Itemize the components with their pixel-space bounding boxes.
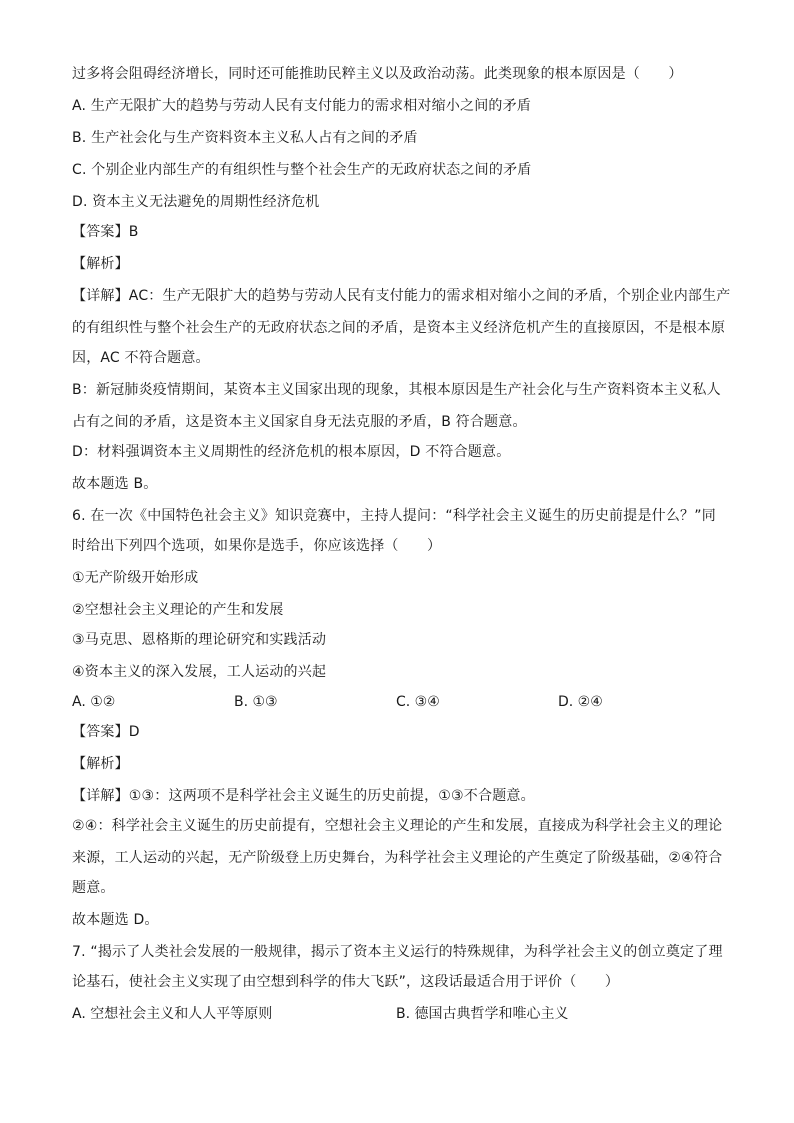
- q6-detail-line-3: 来源，工人运动的兴起，无产阶级登上历史舞台，为科学社会主义理论的产生奠定了阶级基础，②④符合: [72, 850, 723, 866]
- q6-stem-line-2: 时给出下列四个选项，如果你是选手，你应该选择（ ）: [72, 538, 442, 554]
- q7-choice-b: B. 德国古典哲学和唯心主义: [396, 1006, 569, 1022]
- q6-choice-a: A. ①②: [72, 694, 116, 710]
- q6-choice-b: B. ①③: [234, 694, 278, 710]
- q5-analysis-label: 【解析】: [72, 256, 129, 272]
- q6-item-4: ④资本主义的深入发展，工人运动的兴起: [72, 664, 327, 680]
- q6-stem-line-1: 6. 在一次《中国特色社会主义》知识竞赛中，主持人提问：“科学社会主义诞生的历史前提是什么？”同: [72, 508, 716, 524]
- q6-detail-line-5: 故本题选 D。: [72, 912, 159, 928]
- q7-choice-a: A. 空想社会主义和人人平等原则: [72, 1006, 273, 1022]
- q5-stem-tail: 过多将会阻碍经济增长，同时还可能推助民粹主义以及政治动荡。此类现象的根本原因是（ ）: [72, 66, 683, 82]
- q5-option-c: C. 个别企业内部生产的有组织性与整个社会生产的无政府状态之间的矛盾: [72, 162, 532, 178]
- q6-choice-d: D. ②④: [558, 694, 603, 710]
- q5-option-b: B. 生产社会化与生产资料资本主义私人占有之间的矛盾: [72, 130, 418, 146]
- q6-answer: 【答案】D: [72, 724, 140, 740]
- q6-item-2: ②空想社会主义理论的产生和发展: [72, 602, 284, 618]
- q5-detail-line-3: 因，AC 不符合题意。: [72, 350, 210, 366]
- q6-choice-c: C. ③④: [396, 694, 440, 710]
- q6-analysis-label: 【解析】: [72, 756, 129, 772]
- q5-detail-line-2: 的有组织性与整个社会生产的无政府状态之间的矛盾，是资本主义经济危机产生的直接原因，不是根本原: [72, 320, 726, 336]
- q6-item-3: ③马克思、恩格斯的理论研究和实践活动: [72, 632, 327, 648]
- q6-item-1: ①无产阶级开始形成: [72, 570, 199, 586]
- q5-detail-line-4: B：新冠肺炎疫情期间，某资本主义国家出现的现象，其根本原因是生产社会化与生产资料资本主义私人: [72, 382, 721, 398]
- q6-detail-line-4: 题意。: [72, 880, 115, 896]
- q7-stem-line-2: 论基石，使社会主义实现了由空想到科学的伟大飞跃”，这段话最适合用于评价（ ）: [72, 974, 620, 990]
- q5-option-a: A. 生产无限扩大的趋势与劳动人民有支付能力的需求相对缩小之间的矛盾: [72, 98, 532, 114]
- q5-answer: 【答案】B: [72, 224, 139, 240]
- q5-detail-line-7: 故本题选 B。: [72, 476, 158, 492]
- q5-detail-line-5: 占有之间的矛盾，这是资本主义国家自身无法克服的矛盾，B 符合题意。: [72, 414, 527, 430]
- q5-option-d: D. 资本主义无法避免的周期性经济危机: [72, 194, 320, 210]
- q7-stem-line-1: 7. “揭示了人类社会发展的一般规律，揭示了资本主义运行的特殊规律，为科学社会主义的创立奠定了理: [72, 944, 723, 960]
- q6-detail-line-1: 【详解】①③：这两项不是科学社会主义诞生的历史前提，①③不合题意。: [72, 788, 535, 804]
- q6-detail-line-2: ②④：科学社会主义诞生的历史前提有，空想社会主义理论的产生和发展，直接成为科学社会主义的理论: [72, 818, 723, 834]
- q5-detail-line-1: 【详解】AC：生产无限扩大的趋势与劳动人民有支付能力的需求相对缩小之间的矛盾，个别企业内部生产: [72, 288, 731, 304]
- q5-detail-line-6: D：材料强调资本主义周期性的经济危机的根本原因，D 不符合题意。: [72, 444, 511, 460]
